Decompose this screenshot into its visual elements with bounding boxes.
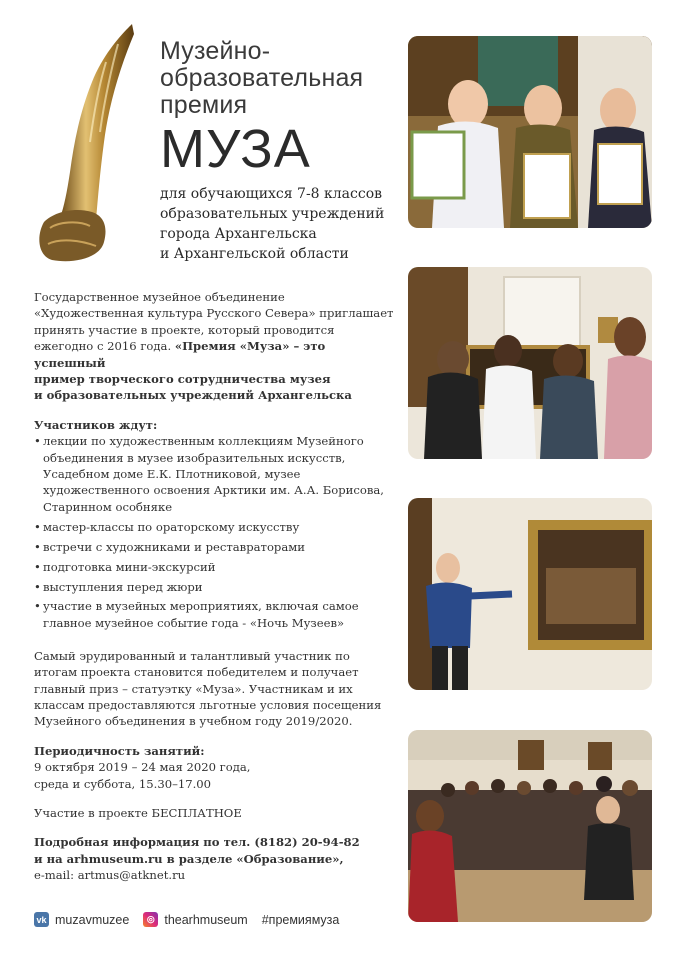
photo-students-viewing-painting xyxy=(408,267,652,459)
contact-email[interactable]: e-mail: artmus@atknet.ru xyxy=(34,868,186,883)
main-text xyxy=(34,289,396,884)
intro-bold-1: «Премия «Муза» – это успешный xyxy=(34,339,326,370)
instagram-handle: thearhmuseum xyxy=(164,912,248,927)
hashtag[interactable]: #премиямуза xyxy=(261,912,340,927)
winner-paragraph: Самый эрудированный и талантливый участник по итогам проекта становится победителем и получает главный приз – статуэтку «Муза». Участникам и их классам предоставляются льготные условия посещения Музейного объединения в учебном году 2019/2020. xyxy=(34,648,382,729)
schedule-dates: 9 октября 2019 – 24 мая 2020 года, xyxy=(34,760,251,775)
schedule-heading: Периодичность занятий: xyxy=(34,743,205,758)
award-title xyxy=(160,38,400,177)
instagram-link[interactable] xyxy=(143,912,247,927)
title-line-3: премия xyxy=(160,91,248,119)
list-item: • выступления перед жюри xyxy=(34,579,396,595)
intro-line-1: Государственное музейное объединение xyxy=(34,290,285,304)
free-participation: Участие в проекте БЕСПЛАТНОЕ xyxy=(34,805,242,820)
muza-statuette-image xyxy=(34,22,138,266)
subtitle-line-4: и Архангельской области xyxy=(160,246,349,262)
list-item: • участие в музейных мероприятиях, включая самое главное музейное событие года - «Ночь Музеев» xyxy=(34,598,396,631)
intro-bold-3: и образовательных учреждений Архангельска xyxy=(34,388,352,403)
intro-paragraph xyxy=(34,289,396,404)
list-item: • мастер-классы по ораторскому искусству xyxy=(34,519,396,535)
contact-line-1: Подробная информация по тел. (8182) 20-94-82 xyxy=(34,835,360,850)
activities-list xyxy=(34,433,396,631)
photo-student-presenting xyxy=(408,498,652,690)
intro-line-3: принять участие в проекте, который проводится xyxy=(34,322,335,337)
list-item: • встречи с художниками и реставраторами xyxy=(34,539,396,555)
vk-icon: vk xyxy=(34,912,49,927)
list-item: • подготовка мини-экскурсий xyxy=(34,559,396,575)
vk-handle: muzavmuzee xyxy=(55,912,130,927)
title-line-1: Музейно- xyxy=(160,37,271,65)
schedule-days: среда и суббота, 15.30–17.00 xyxy=(34,776,212,791)
photo-museum-crowd xyxy=(408,730,652,922)
instagram-icon: ◎ xyxy=(143,912,158,927)
intro-line-2: «Художественная культура Русского Севера» приглашает xyxy=(34,306,394,321)
award-name: МУЗА xyxy=(160,119,311,179)
photo-winners-with-diplomas xyxy=(408,36,652,228)
title-line-2: образовательная xyxy=(160,64,364,92)
subtitle-line-1: для обучающихся 7-8 классов xyxy=(160,186,383,202)
intro-line-4: ежегодно с 2016 года. xyxy=(34,339,172,354)
subtitle-line-3: города Архангельска xyxy=(160,226,317,242)
target-audience xyxy=(160,184,400,264)
contact-line-2: и на arhmuseum.ru в разделе «Образование», xyxy=(34,851,344,866)
intro-bold-2: пример творческого сотрудничества музея xyxy=(34,372,331,387)
vk-link[interactable] xyxy=(34,912,129,927)
list-item: • лекции по художественным коллекциям Музейного объединения в музее изобразительных искусств, Усадебном доме Е.К. Плотниковой, музее художественного освоения Арктики им. А.А. Борисова, Старинном особняке xyxy=(34,433,396,515)
subtitle-line-2: образовательных учреждений xyxy=(160,206,385,222)
participants-heading: Участников ждут: xyxy=(34,417,158,432)
social-links xyxy=(34,912,339,927)
